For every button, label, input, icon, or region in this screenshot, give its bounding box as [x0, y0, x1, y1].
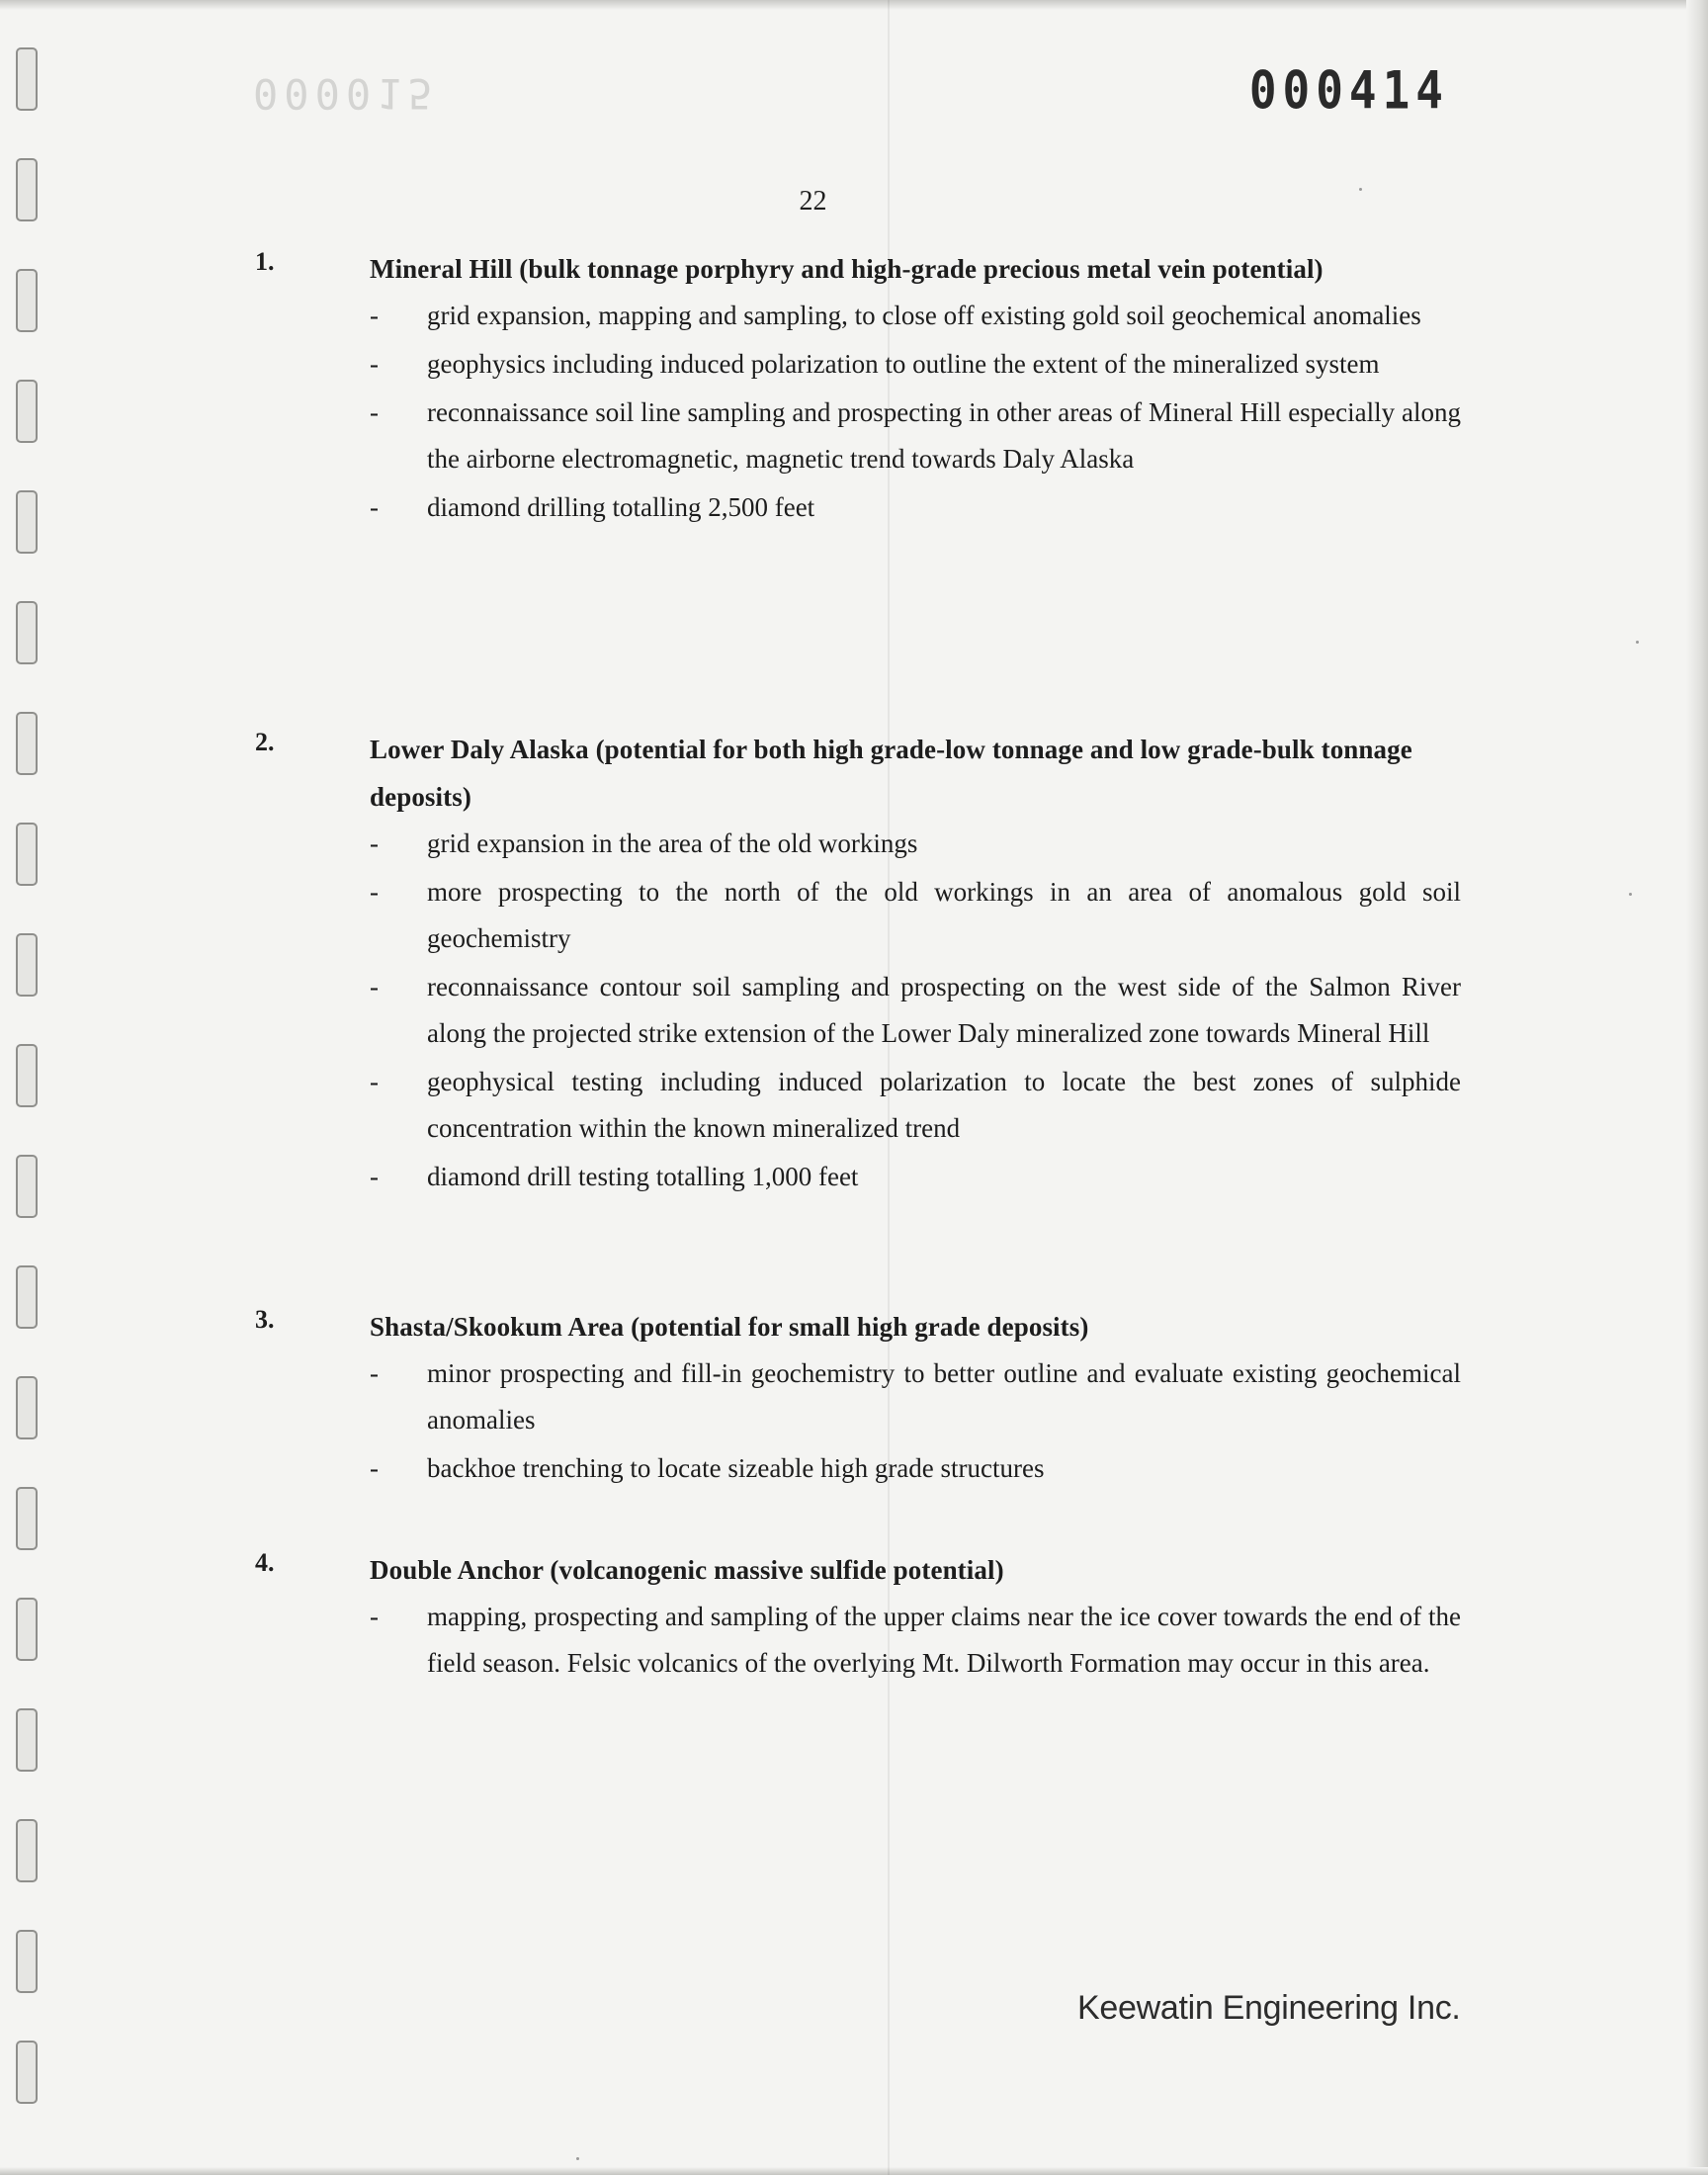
page-top-edge [0, 0, 1708, 10]
punch-hole [16, 1819, 38, 1882]
list-item: - grid expansion in the area of the old workings [370, 828, 918, 858]
list-item: - mapping, prospecting and sampling of the upper claims near the ice cover towards the end of the field season. Felsic volcanics of the overlying Mt. Dilworth Formation may occur in this area. [370, 1602, 1461, 1678]
section-double-anchor [255, 1546, 1461, 1689]
punch-hole [16, 2041, 38, 2104]
scan-speck [576, 2157, 579, 2160]
punch-hole [16, 380, 38, 443]
scan-speck [1359, 188, 1362, 191]
section-title: Shasta/Skookum Area (potential for small high grade deposits) [370, 1312, 1089, 1342]
list-item: - geophysical testing including induced polarization to locate the best zones of sulphide concentration within the known mineralized trend [370, 1067, 1461, 1143]
punch-hole [16, 1708, 38, 1772]
list-item: - backhoe trenching to locate sizeable high grade structures [370, 1453, 1045, 1483]
punch-hole [16, 1376, 38, 1439]
company-name-footer: Keewatin Engineering Inc. [1077, 1989, 1461, 2027]
punch-hole [16, 269, 38, 332]
scan-speck [1629, 893, 1632, 896]
list-item: - reconnaissance contour soil sampling and prospecting on the west side of the Salmon River along the projected strike extension of the Lower Daly mineralized zone towards Mineral Hill [370, 972, 1461, 1048]
section-shasta-skookum [255, 1303, 1461, 1494]
section-title: Double Anchor (volcanogenic massive sulfide potential) [370, 1555, 1004, 1585]
binder-punch-holes [16, 47, 45, 2151]
list-item: - grid expansion, mapping and sampling, to close off existing gold soil geochemical anomalies [370, 301, 1421, 330]
punch-hole [16, 1930, 38, 1993]
punch-hole [16, 823, 38, 886]
list-item: - diamond drill testing totalling 1,000 feet [370, 1162, 859, 1191]
punch-hole [16, 1487, 38, 1550]
page-number: 22 [799, 186, 827, 217]
punch-hole [16, 490, 38, 554]
bullet-list [255, 1594, 1461, 1687]
bullet-list [255, 821, 1461, 1200]
page-bottom-edge [0, 2167, 1708, 2175]
section-number: 3. [255, 1305, 275, 1334]
punch-hole [16, 1265, 38, 1329]
document-stamp-number: 000414 [1248, 58, 1449, 122]
punch-hole [16, 1044, 38, 1107]
scan-speck [1636, 641, 1639, 644]
list-item: - diamond drilling totalling 2,500 feet [370, 492, 815, 522]
list-item: - geophysics including induced polarization to outline the extent of the mineralized system [370, 349, 1380, 379]
section-number: 1. [255, 247, 275, 276]
bullet-list [255, 293, 1461, 531]
list-item: - more prospecting to the north of the old workings in an area of anomalous gold soil geochemistry [370, 877, 1461, 953]
list-item: - minor prospecting and fill-in geochemistry to better outline and evaluate existing geochemical anomalies [370, 1358, 1461, 1435]
page-right-edge [1686, 0, 1708, 2175]
section-number: 2. [255, 728, 275, 756]
section-title: Mineral Hill (bulk tonnage porphyry and high-grade precious metal vein potential) [370, 254, 1324, 284]
list-item: - reconnaissance soil line sampling and prospecting in other areas of Mineral Hill especially along the airborne electromagnetic, magnetic trend towards Daly Alaska [370, 397, 1461, 474]
punch-hole [16, 47, 38, 111]
punch-hole [16, 712, 38, 775]
bullet-list [255, 1350, 1461, 1492]
section-number: 4. [255, 1548, 275, 1577]
punch-hole [16, 933, 38, 997]
section-lower-daly-alaska [255, 726, 1461, 1202]
punch-hole [16, 1598, 38, 1661]
bleed-through-number: 000015 [253, 69, 439, 118]
punch-hole [16, 601, 38, 664]
punch-hole [16, 1155, 38, 1218]
section-title: Lower Daly Alaska (potential for both high grade-low tonnage and low grade-bulk tonnage deposits) [370, 735, 1412, 812]
section-mineral-hill [255, 245, 1461, 533]
